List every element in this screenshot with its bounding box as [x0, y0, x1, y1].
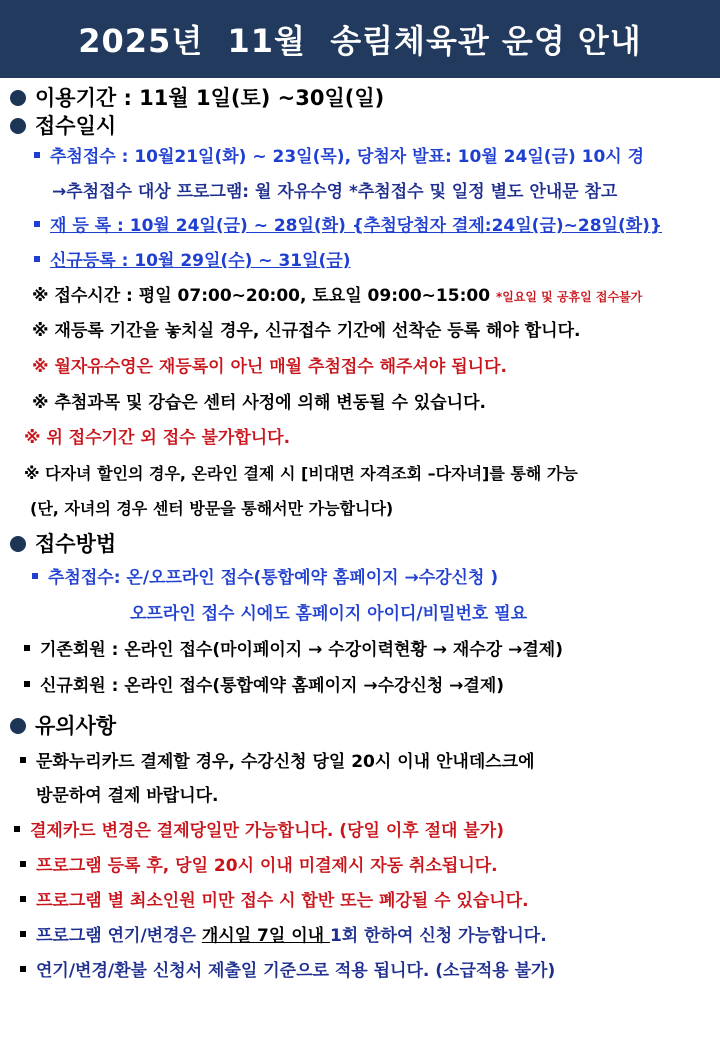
square-bullet-icon — [24, 645, 30, 651]
square-bullet-icon — [34, 221, 40, 227]
hours-note: *일요일 및 공휴일 접수불가 — [495, 290, 643, 304]
caution-3: 프로그램 등록 후, 당일 20시 이내 미결제시 자동 취소됩니다. — [20, 856, 498, 876]
square-bullet-icon — [20, 931, 26, 937]
bullet-dot-icon — [10, 536, 26, 552]
reception-note-4: ※ 위 접수기간 외 접수 불가합니다. — [24, 428, 291, 448]
reception-heading: 접수일시 — [10, 114, 116, 139]
square-bullet-icon — [34, 152, 40, 158]
caution-1: 문화누리카드 결제할 경우, 수강신청 당일 20시 이내 안내데스크에 — [20, 752, 535, 772]
reception-new-register: 신규등록 : 10월 29일(수) ~ 31일(금) — [34, 251, 350, 271]
reception-note-5b: (단, 자녀의 경우 센터 방문을 통해서만 가능합니다) — [30, 499, 394, 518]
caution-1b: 방문하여 결제 바랍니다. — [36, 786, 219, 806]
square-bullet-icon — [34, 256, 40, 262]
bullet-dot-icon — [10, 118, 26, 134]
caution-5: 프로그램 연기/변경은 개시일 7일 이내 1회 한하여 신청 가능합니다. — [20, 926, 547, 946]
reception-lottery: 추첨접수 : 10월21일(화) ~ 23일(목), 당첨자 발표: 10월 24일(금) 10시 경 — [34, 147, 644, 167]
caution-4: 프로그램 별 최소인원 미만 접수 시 합반 또는 폐강될 수 있습니다. — [20, 891, 529, 911]
caution-heading: 유의사항 — [10, 714, 116, 739]
square-bullet-icon — [20, 861, 26, 867]
reception-lottery-program: →추첨접수 대상 프로그램: 월 자유수영 *추첨접수 및 일정 별도 안내문 참고 — [52, 182, 618, 202]
bullet-dot-icon — [10, 90, 26, 106]
reception-note-5: ※ 다자녀 할인의 경우, 온라인 결제 시 [비대면 자격조회 –다자녀]를 통해 가능 — [24, 464, 578, 483]
caution-2: 결제카드 변경은 결제당일만 가능합니다. (당일 이후 절대 불가) — [14, 821, 504, 841]
caution-6: 연기/변경/환불 신청서 제출일 기준으로 적용 됩니다. (소급적용 불가) — [20, 961, 555, 981]
reception-hours: ※ 접수시간 : 평일 07:00~20:00, 토요일 09:00~15:00 *일요일 및 공휴일 접수불가 — [32, 286, 643, 306]
square-bullet-icon — [32, 573, 38, 579]
reception-note-2: ※ 월자유수영은 재등록이 아닌 매월 추첨접수 해주셔야 됩니다. — [32, 357, 507, 377]
square-bullet-icon — [20, 966, 26, 972]
page-title: 2025년 11월 송림체육관 운영 안내 — [0, 0, 720, 78]
square-bullet-icon — [20, 896, 26, 902]
reception-note-1: ※ 재등록 기간을 놓치실 경우, 신규접수 기간에 선착순 등록 해야 합니다. — [32, 321, 581, 341]
method-new-member: 신규회원 : 온라인 접수(통합예약 홈페이지 →수강신청 →결제) — [24, 676, 504, 696]
reception-reregister: 재 등 록 : 10월 24일(금) ~ 28일(화) {추첨당첨자 결제:24일(금)~28일(화)} — [34, 216, 662, 236]
reception-note-3: ※ 추첨과목 및 강습은 센터 사정에 의해 변동될 수 있습니다. — [32, 393, 486, 413]
period-text: 이용기간 : 11월 1일(토) ~30일(일) — [35, 86, 385, 110]
method-heading: 접수방법 — [10, 532, 116, 557]
method-existing: 기존회원 : 온라인 접수(마이페이지 → 수강이력현황 → 재수강 →결제) — [24, 640, 563, 660]
square-bullet-icon — [14, 826, 20, 832]
square-bullet-icon — [24, 681, 30, 687]
method-lottery: 추첨접수: 온/오프라인 접수(통합예약 홈페이지 →수강신청 ) — [32, 568, 498, 588]
square-bullet-icon — [20, 757, 26, 763]
method-lottery-sub: 오프라인 접수 시에도 홈페이지 아이디/비밀번호 필요 — [130, 604, 528, 624]
bullet-dot-icon — [10, 718, 26, 734]
period-line — [10, 86, 384, 111]
